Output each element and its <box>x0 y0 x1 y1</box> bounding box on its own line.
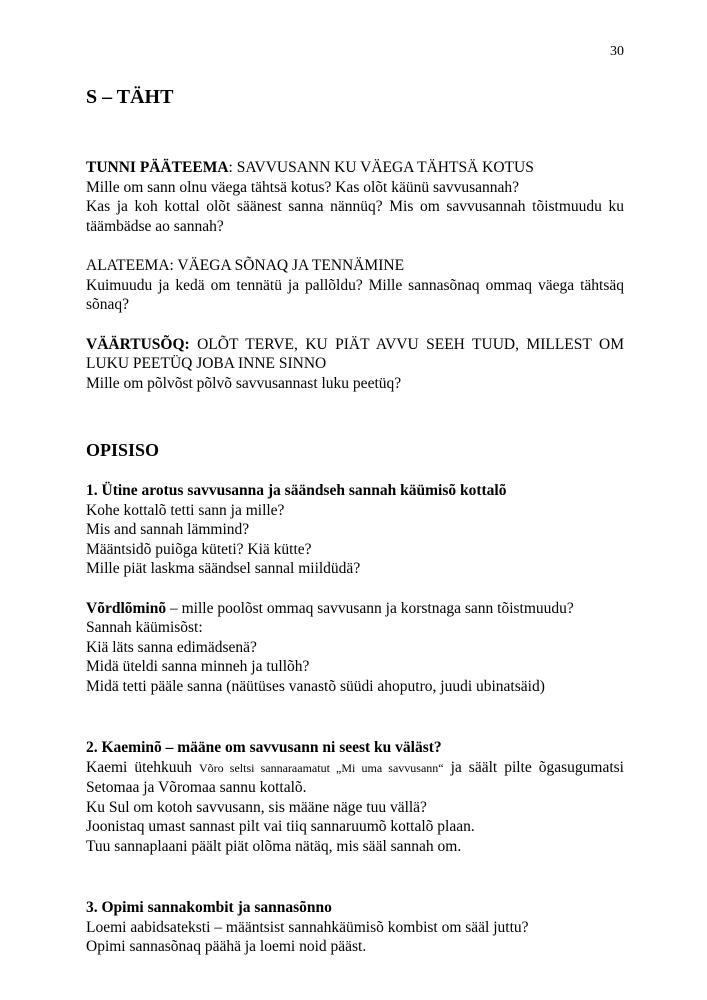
page-number: 30 <box>610 44 624 59</box>
item3-line: Opimi sannasõnaq päähä ja loemi noid pääst. <box>86 938 367 955</box>
comparison-block <box>86 599 624 697</box>
item3-line: Loemi aabidsateksti – määntsist sannahkäümisõ kombist om sääl juttu? <box>86 918 529 936</box>
item1-line: Mille piät laskma säändsel sannal miildüdä? <box>86 560 361 577</box>
main-theme-question-2: Kas ja koh kottal olõt säänest sanna nännüq? Mis om savvusannah tõistmuudu ku täämbädse ao sannah? <box>86 198 624 235</box>
subtheme-block <box>86 256 624 315</box>
subtheme-text: Kuimuudu ja kedä om tennätü ja pallõldu? Mille sannasõnaq ommaq väega tähtsäq sõnaq? <box>86 276 624 313</box>
main-theme-heading <box>86 158 624 178</box>
comparison-text: – mille poolõst ommaq savvusann ja korstnaga sann tõistmuudu? <box>166 599 574 617</box>
item2-line: Joonistaq umast sannast pilt vai tiiq sannaruumõ kottalõ plaan. <box>86 818 475 835</box>
item2-block <box>86 738 624 856</box>
item2-line: Ku Sul om kotoh savvusann, sis määne näge tuu vällä? <box>86 798 427 816</box>
values-heading <box>86 335 624 374</box>
values-value: OLÕT TERVE, KU PIÄT AVVU SEEH TUUD, MILLEST OM LUKU PEETÜQ JOBA INNE SINNO <box>86 335 624 372</box>
subtheme-heading: ALATEEMA: VÄEGA SÕNAQ JA TENNÄMINE <box>86 257 405 274</box>
values-block <box>86 335 624 394</box>
comparison-line: Midä üteldi sanna minneh ja tullõh? <box>86 658 310 675</box>
comparison-line: Sannah käümisõst: <box>86 619 203 636</box>
item2-intro-book: Võro seltsi sannaraamatut „Mi uma savvusann“ <box>199 760 444 775</box>
main-theme-value: : SAVVUSANN KU VÄEGA TÄHTSÄ KOTUS <box>228 159 534 176</box>
item2-intro-before: Kaemi ütehkuuh <box>86 758 200 776</box>
page-content <box>86 84 624 957</box>
comparison-label: Võrdlõminõ <box>86 599 167 617</box>
comparison-heading <box>86 599 624 619</box>
page-title: S – TÄHT <box>86 86 174 108</box>
item1-line: Mis and sannah lämmind? <box>86 521 250 538</box>
item1-line: Määntsidõ puiõga küteti? Kiä kütte? <box>86 540 312 558</box>
item2-intro-after: ja säält pilte õgasugumatsi Setomaa ja Võromaa sannu kottalõ. <box>86 758 624 796</box>
section-title: OPISISO <box>86 440 160 460</box>
values-text: Mille om põlvõst põlvõ savvusannast luku peetüq? <box>86 374 402 392</box>
main-theme-block <box>86 158 624 236</box>
main-theme-question-1: Mille om sann olnu väega tähtsä kotus? Kas olõt käünü savvusannah? <box>86 178 520 196</box>
comparison-line: Kiä läts sanna edimädsenä? <box>86 638 257 656</box>
item1-block <box>86 481 624 579</box>
values-label: VÄÄRTUSÕQ: <box>86 335 190 353</box>
item2-line: Tuu sannaplaani päält piät olõma nätäq, mis sääl sannah om. <box>86 837 462 855</box>
item1-heading: 1. Ütine arotus savvusanna ja säändseh sannah käümisõ kottalõ <box>86 482 507 499</box>
item2-intro <box>86 758 624 798</box>
comparison-line: Midä tetti pääle sanna (näütüses vanastõ süüdi ahoputro, juudi ubinatsäid) <box>86 677 545 695</box>
item3-heading: 3. Opimi sannakombit ja sannasõnno <box>86 899 332 916</box>
item2-heading: 2. Kaeminõ – määne om savvusann ni seest ku väläst? <box>86 739 442 756</box>
main-theme-label: TUNNI PÄÄTEEMA <box>86 159 229 176</box>
item1-line: Kohe kottalõ tetti sann ja mille? <box>86 501 285 519</box>
item3-block <box>86 898 624 957</box>
